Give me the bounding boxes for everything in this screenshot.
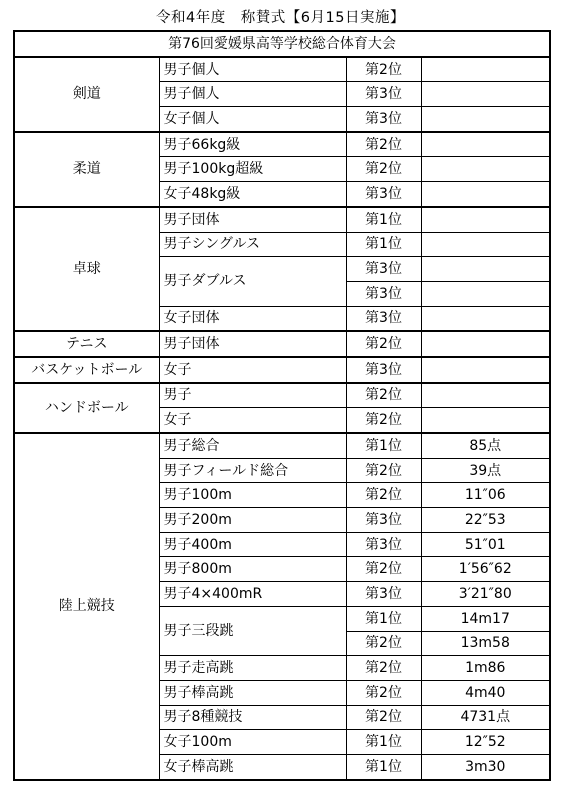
event-name: 男子100kg超級	[159, 157, 346, 182]
event-name: 男子団体	[159, 207, 346, 232]
record-cell	[421, 182, 550, 207]
sport-name: 剣道	[14, 57, 159, 132]
record-cell	[421, 357, 550, 383]
event-name: 女子棒高跳	[159, 754, 346, 779]
event-name: 女子48kg級	[159, 182, 346, 207]
record-cell: 1m86	[421, 656, 550, 681]
event-name: 男子400m	[159, 532, 346, 557]
table-row	[14, 383, 550, 408]
rank-cell: 第2位	[346, 458, 421, 483]
rank-cell: 第1位	[346, 232, 421, 257]
rank-cell: 第2位	[346, 157, 421, 182]
table-row	[14, 207, 550, 232]
record-cell: 39点	[421, 458, 550, 483]
event-name: 男子	[159, 383, 346, 408]
rank-cell: 第2位	[346, 557, 421, 582]
table-header: 第76回愛媛県高等学校総合体育大会	[14, 31, 550, 57]
event-name: 男子8種競技	[159, 705, 346, 730]
sport-name: 卓球	[14, 207, 159, 331]
table-row	[14, 331, 550, 357]
rank-cell: 第2位	[346, 631, 421, 656]
record-cell	[421, 408, 550, 433]
event-name: 男子フィールド総合	[159, 458, 346, 483]
record-cell: 85点	[421, 433, 550, 458]
record-cell: 12″52	[421, 730, 550, 755]
rank-cell: 第2位	[346, 132, 421, 157]
event-name: 男子団体	[159, 331, 346, 357]
record-cell: 4731点	[421, 705, 550, 730]
record-cell	[421, 107, 550, 132]
event-name: 女子	[159, 357, 346, 383]
event-name: 女子	[159, 408, 346, 433]
page-title: 令和4年度 称賛式【6月15日実施】	[156, 10, 405, 26]
event-name: 男子66kg級	[159, 132, 346, 157]
record-cell	[421, 82, 550, 107]
rank-cell: 第3位	[346, 508, 421, 533]
event-name: 男子100m	[159, 483, 346, 508]
event-name: 男子ダブルス	[159, 257, 346, 306]
record-cell	[421, 257, 550, 282]
rank-cell: 第3位	[346, 281, 421, 306]
record-cell: 3′21″80	[421, 582, 550, 607]
event-name: 男子三段跳	[159, 606, 346, 655]
sport-name: 柔道	[14, 132, 159, 207]
record-cell	[421, 132, 550, 157]
record-cell	[421, 207, 550, 232]
rank-cell: 第2位	[346, 408, 421, 433]
rank-cell: 第2位	[346, 705, 421, 730]
rank-cell: 第3位	[346, 306, 421, 331]
rank-cell: 第3位	[346, 532, 421, 557]
record-cell: 3m30	[421, 754, 550, 779]
record-cell	[421, 157, 550, 182]
event-name: 男子総合	[159, 433, 346, 458]
rank-cell: 第3位	[346, 582, 421, 607]
sport-name: ハンドボール	[14, 383, 159, 433]
event-name: 男子4×400mR	[159, 582, 346, 607]
event-name: 男子シングルス	[159, 232, 346, 257]
sport-name: バスケットボール	[14, 357, 159, 383]
event-name: 女子個人	[159, 107, 346, 132]
rank-cell: 第3位	[346, 257, 421, 282]
record-cell: 14m17	[421, 606, 550, 631]
rank-cell: 第2位	[346, 383, 421, 408]
record-cell: 13m58	[421, 631, 550, 656]
record-cell	[421, 232, 550, 257]
record-cell: 51″01	[421, 532, 550, 557]
results-table	[13, 30, 551, 781]
rank-cell: 第1位	[346, 433, 421, 458]
rank-cell: 第1位	[346, 754, 421, 779]
rank-cell: 第2位	[346, 656, 421, 681]
record-cell	[421, 57, 550, 82]
event-name: 女子団体	[159, 306, 346, 331]
sport-name: テニス	[14, 331, 159, 357]
event-name: 男子棒高跳	[159, 680, 346, 705]
rank-cell: 第2位	[346, 331, 421, 357]
rank-cell: 第2位	[346, 483, 421, 508]
table-row	[14, 357, 550, 383]
rank-cell: 第2位	[346, 680, 421, 705]
rank-cell: 第3位	[346, 107, 421, 132]
record-cell	[421, 383, 550, 408]
event-name: 女子100m	[159, 730, 346, 755]
rank-cell: 第3位	[346, 357, 421, 383]
record-cell	[421, 331, 550, 357]
table-row	[14, 132, 550, 157]
event-name: 男子個人	[159, 57, 346, 82]
record-cell	[421, 306, 550, 331]
rank-cell: 第1位	[346, 606, 421, 631]
rank-cell: 第1位	[346, 207, 421, 232]
record-cell: 22″53	[421, 508, 550, 533]
rank-cell: 第1位	[346, 730, 421, 755]
event-name: 男子走高跳	[159, 656, 346, 681]
table-row	[14, 57, 550, 82]
table-row	[14, 433, 550, 458]
event-name: 男子800m	[159, 557, 346, 582]
rank-cell: 第2位	[346, 57, 421, 82]
record-cell: 4m40	[421, 680, 550, 705]
rank-cell: 第3位	[346, 82, 421, 107]
record-cell: 1′56″62	[421, 557, 550, 582]
event-name: 男子個人	[159, 82, 346, 107]
record-cell: 11″06	[421, 483, 550, 508]
sport-name: 陸上競技	[14, 433, 159, 780]
rank-cell: 第3位	[346, 182, 421, 207]
record-cell	[421, 281, 550, 306]
event-name: 男子200m	[159, 508, 346, 533]
